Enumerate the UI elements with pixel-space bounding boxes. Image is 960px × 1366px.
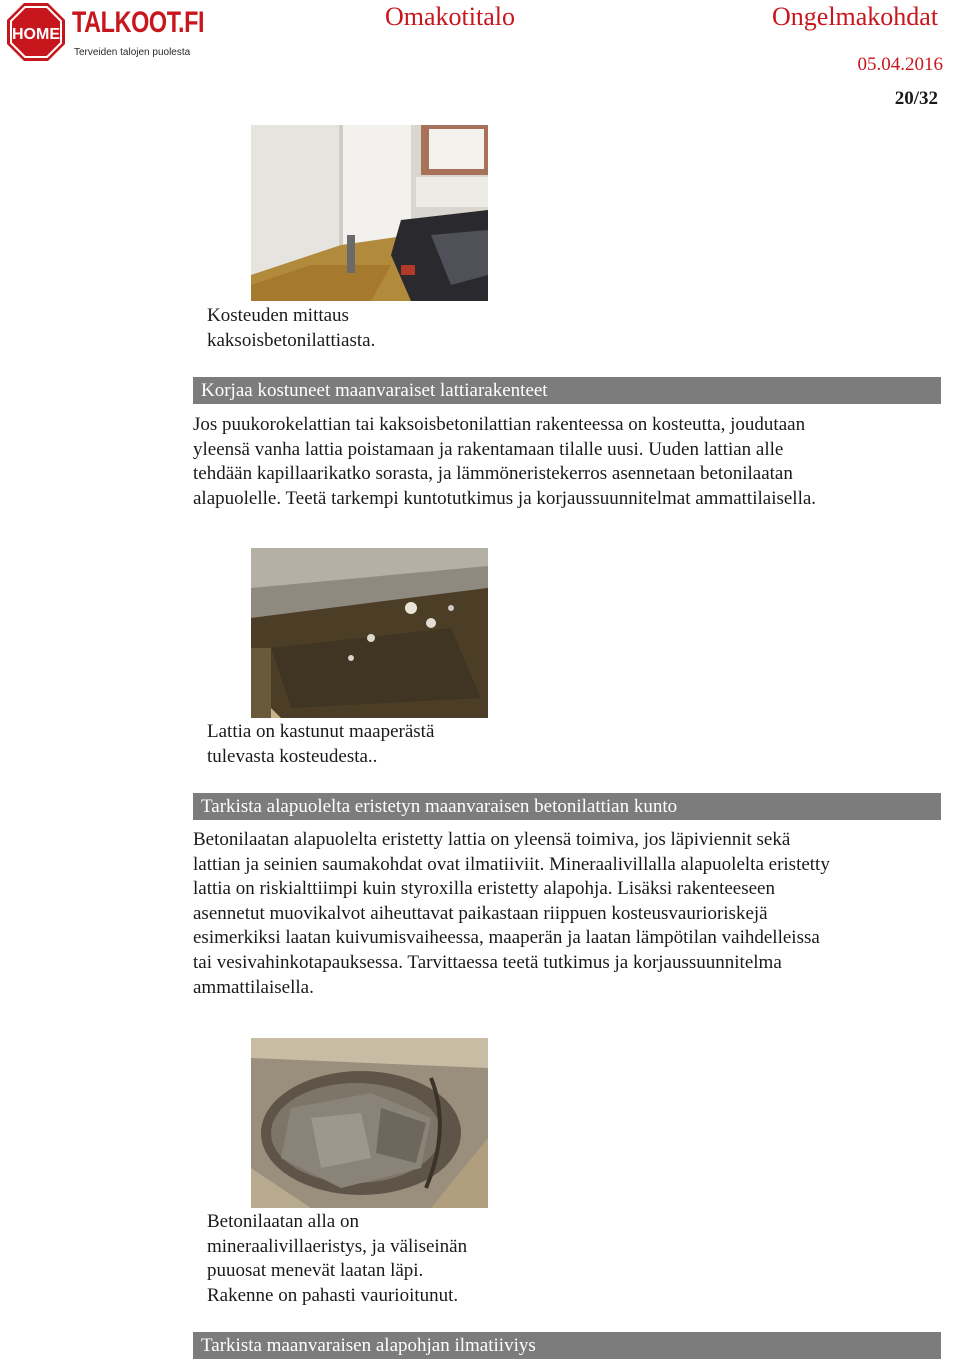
document-date: 05.04.2016 [857,54,943,75]
logo-wordmark: TALKOOT.FI [72,6,205,39]
home-talkoot-logo[interactable] [6,2,205,66]
section-heading-check-insulated-slab: Tarkista alapuolelta eristetyn maanvaraisen betonilattian kunto [193,793,941,820]
photo3-caption: Betonilaatan alla on mineraalivillaeristys, ja väliseinän puuosat menevät laatan läpi. Rakenne on pahasti vaurioitunut. [207,1211,468,1306]
logo-tagline: Terveiden talojen puolesta [74,47,191,58]
home-octagon-icon [6,2,66,62]
page-number: 20/32 [894,88,938,109]
nav-omakotitalo[interactable]: Omakotitalo [385,2,515,31]
photo1-caption: Kosteuden mittaus kaksoisbetonilattiasta. [207,305,376,351]
section-heading-repair-floors: Korjaa kostuneet maanvaraiset lattiarakenteet [193,377,941,404]
photo2-caption: Lattia on kastunut maaperästä tulevasta kosteudesta.. [207,721,435,767]
section1-paragraph: Jos puukorokelattian tai kaksoisbetonilattian rakenteessa on kosteutta, joudutaan yleensä vanha lattia poistamaan ja rakentamaan tilalle uusi. Uuden lattian alle tehdään kapillaarikatko sorasta, ja lämmöneristekerros asennetaan betonilaatan alapuolelle. Teetä tarkempi kuntotutkimus ja korjaussuunnitelmat ammattilaisella. [193,414,817,509]
section2-paragraph: Betonilaatan alapuolelta eristetty lattia on yleensä toimiva, jos läpiviennit sekä lattian ja seinien saumakohdat ovat ilmatiiviit. Mineraalivillalla alapuolelta eristetty lattia on riskialttiimpi kuin styroxilla eristetty alapohja. Lisäksi rakenteeseen asennetut muovikalvot aiheuttavat paikastaan riippuen kosteusvaurioriskejä esimerkiksi laatan kuivumisvaiheessa, maaperän ja laatan lämpötilan vaihdelleissa tai vesivahinkotapauksessa. Tarvittaessa teetä tutkimus ja korjaussuunnitelma ammattilaisella. [193,829,830,998]
section-heading-check-airtightness: Tarkista maanvaraisen alapohjan ilmatiiviys [193,1332,941,1359]
photo-moisture-measurement [251,125,488,301]
photo-damaged-slab [251,1038,488,1208]
nav-ongelmakohdat[interactable]: Ongelmakohdat [772,2,939,31]
photo-wet-soil [251,548,488,718]
logo-home-text: HOME [12,26,60,43]
